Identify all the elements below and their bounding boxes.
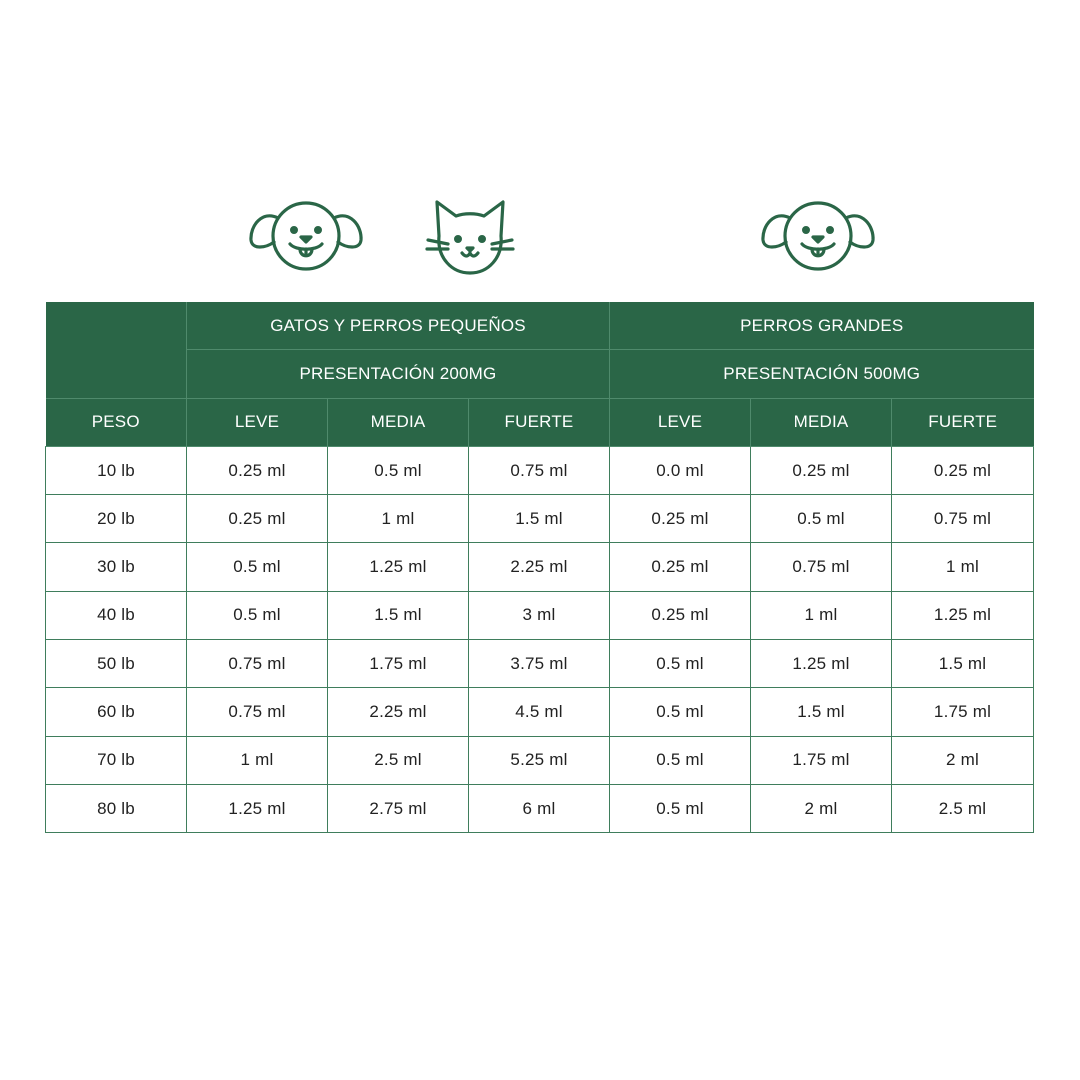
large-media-cell: 2 ml: [751, 784, 892, 832]
small-fuerte-cell: 5.25 ml: [469, 736, 610, 784]
large-fuerte-cell: 1 ml: [892, 543, 1034, 591]
small-media-cell: 2.25 ml: [328, 688, 469, 736]
group-title-large: PERROS GRANDES: [610, 302, 1034, 350]
large-leve-cell: 0.25 ml: [610, 495, 751, 543]
animal-icons-row: [0, 0, 1080, 300]
presentation-row: [46, 350, 1034, 398]
small-leve-cell: 1.25 ml: [187, 784, 328, 832]
large-leve-cell: 0.5 ml: [610, 688, 751, 736]
large-leve-cell: 0.5 ml: [610, 640, 751, 688]
group-title-small: GATOS Y PERROS PEQUEÑOS: [187, 302, 610, 350]
dog-icon: [248, 196, 364, 276]
large-leve-cell: 0.5 ml: [610, 784, 751, 832]
small-leve-cell: 0.5 ml: [187, 591, 328, 639]
column-header-leve: LEVE: [610, 398, 751, 446]
dog-icon: [760, 196, 876, 276]
column-header-peso: PESO: [46, 398, 187, 446]
large-fuerte-cell: 2 ml: [892, 736, 1034, 784]
column-header-row: [46, 398, 1034, 446]
small-fuerte-cell: 1.5 ml: [469, 495, 610, 543]
small-fuerte-cell: 6 ml: [469, 784, 610, 832]
large-leve-cell: 0.0 ml: [610, 446, 751, 494]
large-fuerte-cell: 2.5 ml: [892, 784, 1034, 832]
column-header-fuerte: FUERTE: [892, 398, 1034, 446]
small-leve-cell: 0.5 ml: [187, 543, 328, 591]
large-media-cell: 1.25 ml: [751, 640, 892, 688]
large-fuerte-cell: 1.5 ml: [892, 640, 1034, 688]
large-media-cell: 1 ml: [751, 591, 892, 639]
small-fuerte-cell: 3.75 ml: [469, 640, 610, 688]
small-media-cell: 2.75 ml: [328, 784, 469, 832]
group-title-row: [46, 302, 1034, 350]
column-header-media: MEDIA: [751, 398, 892, 446]
weight-cell: 60 lb: [46, 688, 187, 736]
table-row: [46, 736, 1034, 784]
table-body: [46, 446, 1034, 832]
large-media-cell: 0.5 ml: [751, 495, 892, 543]
small-fuerte-cell: 4.5 ml: [469, 688, 610, 736]
weight-cell: 70 lb: [46, 736, 187, 784]
small-media-cell: 1.75 ml: [328, 640, 469, 688]
large-leve-cell: 0.5 ml: [610, 736, 751, 784]
small-leve-cell: 0.75 ml: [187, 688, 328, 736]
column-header-leve: LEVE: [187, 398, 328, 446]
weight-cell: 10 lb: [46, 446, 187, 494]
table-row: [46, 446, 1034, 494]
small-leve-cell: 0.75 ml: [187, 640, 328, 688]
weight-cell: 20 lb: [46, 495, 187, 543]
small-fuerte-cell: 2.25 ml: [469, 543, 610, 591]
large-fuerte-cell: 1.75 ml: [892, 688, 1034, 736]
large-leve-cell: 0.25 ml: [610, 591, 751, 639]
table-row: [46, 640, 1034, 688]
large-fuerte-cell: 0.25 ml: [892, 446, 1034, 494]
table-row: [46, 543, 1034, 591]
large-media-cell: 0.25 ml: [751, 446, 892, 494]
large-fuerte-cell: 1.25 ml: [892, 591, 1034, 639]
small-leve-cell: 0.25 ml: [187, 446, 328, 494]
table-row: [46, 688, 1034, 736]
small-fuerte-cell: 0.75 ml: [469, 446, 610, 494]
weight-cell: 40 lb: [46, 591, 187, 639]
large-media-cell: 0.75 ml: [751, 543, 892, 591]
small-media-cell: 2.5 ml: [328, 736, 469, 784]
large-leve-cell: 0.25 ml: [610, 543, 751, 591]
small-leve-cell: 1 ml: [187, 736, 328, 784]
dosage-table: [45, 302, 1034, 833]
small-leve-cell: 0.25 ml: [187, 495, 328, 543]
small-fuerte-cell: 3 ml: [469, 591, 610, 639]
presentation-large: PRESENTACIÓN 500MG: [610, 350, 1034, 398]
small-media-cell: 1.5 ml: [328, 591, 469, 639]
large-media-cell: 1.75 ml: [751, 736, 892, 784]
table-row: [46, 591, 1034, 639]
table-row: [46, 784, 1034, 832]
weight-cell: 30 lb: [46, 543, 187, 591]
cat-icon: [424, 196, 516, 278]
weight-cell: 80 lb: [46, 784, 187, 832]
table-row: [46, 495, 1034, 543]
small-media-cell: 1.25 ml: [328, 543, 469, 591]
column-header-fuerte: FUERTE: [469, 398, 610, 446]
column-header-media: MEDIA: [328, 398, 469, 446]
large-media-cell: 1.5 ml: [751, 688, 892, 736]
large-fuerte-cell: 0.75 ml: [892, 495, 1034, 543]
small-media-cell: 1 ml: [328, 495, 469, 543]
small-media-cell: 0.5 ml: [328, 446, 469, 494]
presentation-small: PRESENTACIÓN 200MG: [187, 350, 610, 398]
header-blank: [46, 302, 187, 398]
weight-cell: 50 lb: [46, 640, 187, 688]
